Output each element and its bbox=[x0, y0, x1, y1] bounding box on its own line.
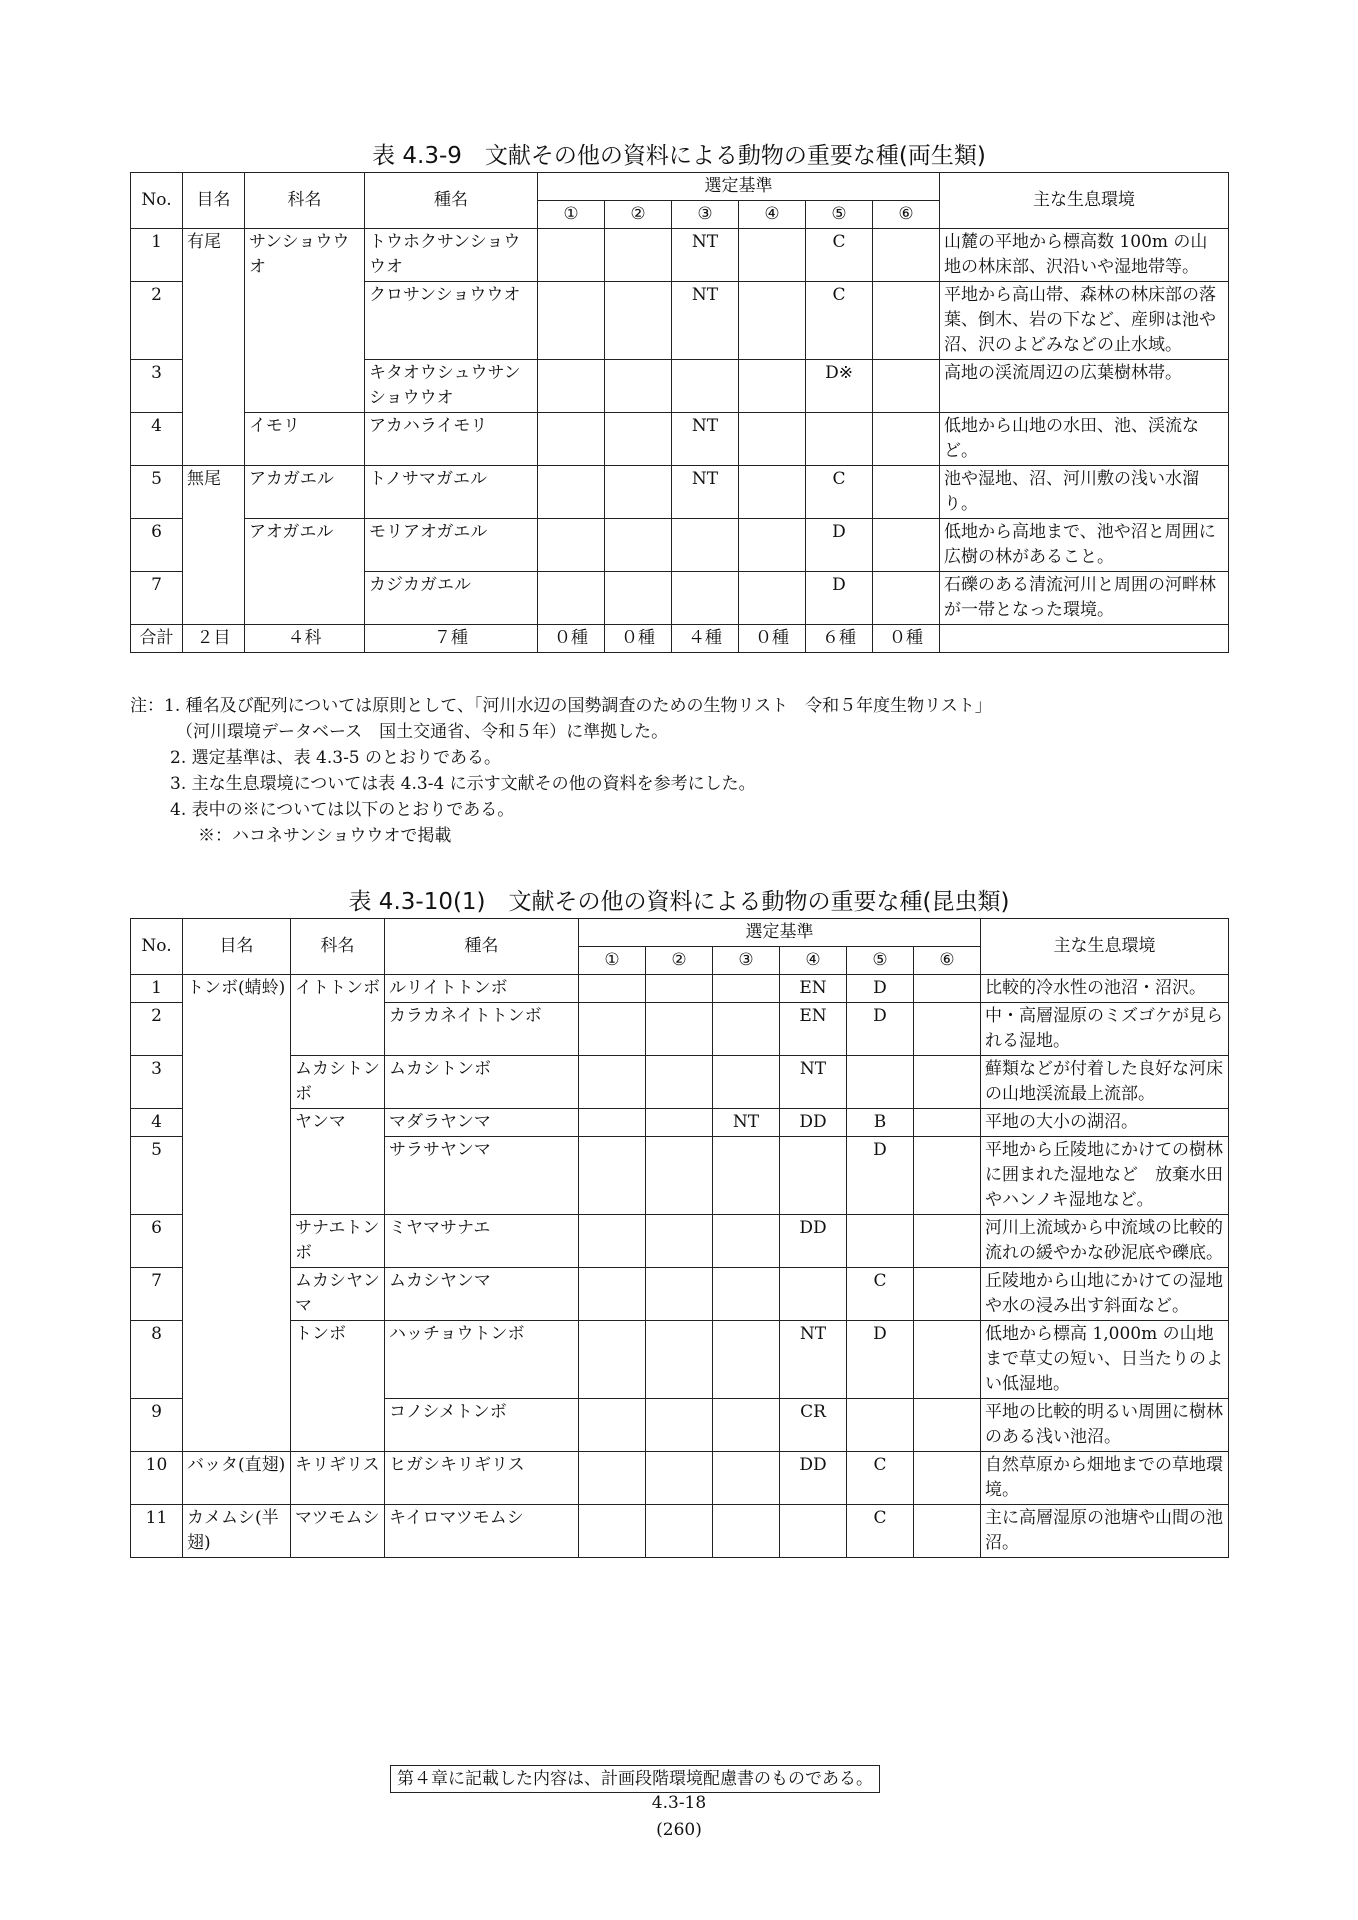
row-criterion-2 bbox=[605, 413, 672, 466]
total-criterion-2: ０種 bbox=[605, 625, 672, 653]
row-order: 無尾 bbox=[183, 466, 245, 519]
row-no: 10 bbox=[131, 1452, 183, 1505]
total-row bbox=[131, 625, 1229, 653]
row-no: 6 bbox=[131, 1215, 183, 1268]
header-habitat: 主な生息環境 bbox=[940, 173, 1229, 229]
row-order: カメムシ(半翅) bbox=[183, 1505, 291, 1558]
row-criterion-4 bbox=[739, 360, 806, 413]
header-criterion-1: ① bbox=[579, 947, 646, 975]
row-criterion-5 bbox=[847, 1056, 914, 1109]
header-criterion-5: ⑤ bbox=[847, 947, 914, 975]
row-criterion-3 bbox=[672, 360, 739, 413]
total-label: 合計 bbox=[131, 625, 183, 653]
row-no: 7 bbox=[131, 572, 183, 625]
row-criterion-5: C bbox=[806, 282, 873, 360]
table-row bbox=[131, 282, 1229, 360]
row-criterion-4 bbox=[780, 1505, 847, 1558]
row-no: 1 bbox=[131, 229, 183, 282]
row-criterion-4: NT bbox=[780, 1056, 847, 1109]
row-no: 11 bbox=[131, 1505, 183, 1558]
row-family: サンショウウオ bbox=[245, 229, 365, 282]
row-order bbox=[183, 413, 245, 466]
row-family bbox=[245, 282, 365, 360]
row-habitat: 比較的冷水性の池沼・沼沢。 bbox=[981, 975, 1229, 1003]
header-criterion-6: ⑥ bbox=[873, 201, 940, 229]
row-criterion-6 bbox=[914, 1268, 981, 1321]
row-criterion-5 bbox=[847, 1399, 914, 1452]
header-criterion-1: ① bbox=[538, 201, 605, 229]
row-criterion-6 bbox=[914, 1137, 981, 1215]
row-criterion-6 bbox=[873, 229, 940, 282]
row-criterion-1 bbox=[579, 1215, 646, 1268]
row-criterion-5: D※ bbox=[806, 360, 873, 413]
row-family bbox=[291, 1399, 385, 1452]
row-criterion-4 bbox=[780, 1268, 847, 1321]
table-row bbox=[131, 1505, 1229, 1558]
row-order bbox=[183, 572, 245, 625]
table-row bbox=[131, 466, 1229, 519]
row-criterion-2 bbox=[605, 572, 672, 625]
table-row bbox=[131, 1003, 1229, 1056]
total-species: ７種 bbox=[365, 625, 538, 653]
table-row bbox=[131, 229, 1229, 282]
row-species: サラサヤンマ bbox=[385, 1137, 579, 1215]
row-species: キタオウシュウサンショウウオ bbox=[365, 360, 538, 413]
row-criterion-6 bbox=[873, 282, 940, 360]
row-criterion-6 bbox=[914, 1215, 981, 1268]
row-criterion-5: D bbox=[847, 1003, 914, 1056]
row-habitat: 河川上流域から中流域の比較的流れの緩やかな砂泥底や礫底。 bbox=[981, 1215, 1229, 1268]
row-family: ヤンマ bbox=[291, 1109, 385, 1137]
row-criterion-3: NT bbox=[713, 1109, 780, 1137]
total-criterion-4: ０種 bbox=[739, 625, 806, 653]
header-criterion-2: ② bbox=[605, 201, 672, 229]
row-family: アカガエル bbox=[245, 466, 365, 519]
row-criterion-1 bbox=[538, 466, 605, 519]
row-order bbox=[183, 1215, 291, 1268]
row-criterion-3: NT bbox=[672, 413, 739, 466]
row-species: アカハライモリ bbox=[365, 413, 538, 466]
row-family bbox=[245, 360, 365, 413]
row-habitat: 低地から高地まで、池や沼と周囲に広樹の林があること。 bbox=[940, 519, 1229, 572]
row-habitat: 低地から標高 1,000m の山地まで草丈の短い、日当たりのよい低湿地。 bbox=[981, 1321, 1229, 1399]
row-species: ルリイトトンボ bbox=[385, 975, 579, 1003]
row-criterion-5: D bbox=[847, 1321, 914, 1399]
header-criterion-3: ③ bbox=[713, 947, 780, 975]
row-criterion-6 bbox=[914, 1452, 981, 1505]
row-no: 9 bbox=[131, 1399, 183, 1452]
row-criterion-2 bbox=[605, 466, 672, 519]
row-family bbox=[291, 1137, 385, 1215]
row-criterion-2 bbox=[646, 1003, 713, 1056]
row-criterion-2 bbox=[605, 519, 672, 572]
total-criterion-5: ６種 bbox=[806, 625, 873, 653]
row-criterion-6 bbox=[914, 1321, 981, 1399]
row-habitat: 平地から丘陵地にかけての樹林に囲まれた湿地など 放棄水田やハンノキ湿地など。 bbox=[981, 1137, 1229, 1215]
row-criterion-6 bbox=[873, 572, 940, 625]
header-family: 科名 bbox=[291, 919, 385, 975]
note-1: 注：1. 種名及び配列については原則として、「河川水辺の国勢調査のための生物リスト 令和５年度生物リスト」 bbox=[130, 696, 992, 716]
row-criterion-1 bbox=[538, 572, 605, 625]
header-species: 種名 bbox=[385, 919, 579, 975]
row-criterion-1 bbox=[538, 413, 605, 466]
row-criterion-2 bbox=[646, 1215, 713, 1268]
table-row bbox=[131, 1452, 1229, 1505]
row-criterion-4: DD bbox=[780, 1452, 847, 1505]
row-criterion-5: C bbox=[847, 1268, 914, 1321]
header-criteria: 選定基準 bbox=[579, 919, 981, 947]
row-no: 1 bbox=[131, 975, 183, 1003]
header-no: No. bbox=[131, 173, 183, 229]
row-family: キリギリス bbox=[291, 1452, 385, 1505]
row-species: カジカガエル bbox=[365, 572, 538, 625]
row-criterion-6 bbox=[914, 1056, 981, 1109]
row-criterion-5 bbox=[847, 1215, 914, 1268]
table-row bbox=[131, 413, 1229, 466]
row-criterion-1 bbox=[579, 1056, 646, 1109]
row-criterion-2 bbox=[605, 282, 672, 360]
row-family: マツモムシ bbox=[291, 1505, 385, 1558]
note-3: 3. 主な生息環境については表 4.3-4 に示す文献その他の資料を参考にした。 bbox=[170, 774, 756, 794]
row-species: ハッチョウトンボ bbox=[385, 1321, 579, 1399]
row-habitat: 平地から高山帯、森林の林床部の落葉、倒木、岩の下など、産卵は池や沼、沢のよどみなどの止水域。 bbox=[940, 282, 1229, 360]
row-criterion-3 bbox=[713, 1399, 780, 1452]
row-criterion-5: C bbox=[847, 1505, 914, 1558]
row-order bbox=[183, 1056, 291, 1109]
row-order: 有尾 bbox=[183, 229, 245, 282]
row-criterion-5: C bbox=[847, 1452, 914, 1505]
row-criterion-3 bbox=[713, 1003, 780, 1056]
table-row bbox=[131, 1268, 1229, 1321]
row-criterion-1 bbox=[538, 360, 605, 413]
row-criterion-6 bbox=[873, 360, 940, 413]
total-criterion-3: ４種 bbox=[672, 625, 739, 653]
row-order bbox=[183, 1268, 291, 1321]
header-species: 種名 bbox=[365, 173, 538, 229]
row-habitat: 自然草原から畑地までの草地環境。 bbox=[981, 1452, 1229, 1505]
row-criterion-2 bbox=[605, 229, 672, 282]
row-criterion-4: EN bbox=[780, 1003, 847, 1056]
header-criterion-6: ⑥ bbox=[914, 947, 981, 975]
table-row bbox=[131, 1056, 1229, 1109]
row-species: マダラヤンマ bbox=[385, 1109, 579, 1137]
row-criterion-1 bbox=[538, 519, 605, 572]
header-criterion-4: ④ bbox=[739, 201, 806, 229]
header-criterion-3: ③ bbox=[672, 201, 739, 229]
row-species: モリアオガエル bbox=[365, 519, 538, 572]
row-no: 4 bbox=[131, 1109, 183, 1137]
row-criterion-2 bbox=[646, 1321, 713, 1399]
row-criterion-2 bbox=[646, 1452, 713, 1505]
row-criterion-5 bbox=[806, 413, 873, 466]
row-habitat: 高地の渓流周辺の広葉樹林帯。 bbox=[940, 360, 1229, 413]
row-criterion-3 bbox=[713, 1452, 780, 1505]
table-row bbox=[131, 519, 1229, 572]
row-criterion-1 bbox=[579, 1003, 646, 1056]
row-criterion-2 bbox=[646, 975, 713, 1003]
row-no: 8 bbox=[131, 1321, 183, 1399]
row-criterion-3: NT bbox=[672, 282, 739, 360]
row-criterion-3 bbox=[713, 1321, 780, 1399]
row-family: トンボ bbox=[291, 1321, 385, 1399]
row-species: ムカシヤンマ bbox=[385, 1268, 579, 1321]
row-habitat: 蘚類などが付着した良好な河床の山地渓流最上流部。 bbox=[981, 1056, 1229, 1109]
header-criterion-2: ② bbox=[646, 947, 713, 975]
footer-note: 第４章に記載した内容は、計画段階環境配慮書のものである。 bbox=[390, 1765, 880, 1793]
row-order bbox=[183, 1399, 291, 1452]
row-criterion-5: D bbox=[847, 975, 914, 1003]
table-row bbox=[131, 1321, 1229, 1399]
table-row bbox=[131, 1399, 1229, 1452]
row-criterion-4: DD bbox=[780, 1109, 847, 1137]
note-4-detail: ※：ハコネサンショウウオで掲載 bbox=[198, 826, 452, 846]
row-criterion-3 bbox=[713, 1056, 780, 1109]
row-no: 2 bbox=[131, 1003, 183, 1056]
total-habitat bbox=[940, 625, 1229, 653]
page-total: (260) bbox=[656, 1820, 702, 1840]
row-criterion-6 bbox=[914, 1505, 981, 1558]
total-order: ２目 bbox=[183, 625, 245, 653]
row-criterion-5: D bbox=[806, 572, 873, 625]
header-order: 目名 bbox=[183, 173, 245, 229]
row-criterion-3: NT bbox=[672, 466, 739, 519]
notes bbox=[130, 693, 992, 849]
row-species: ヒガシキリギリス bbox=[385, 1452, 579, 1505]
row-order bbox=[183, 360, 245, 413]
row-criterion-4 bbox=[780, 1137, 847, 1215]
note-1-cont: （河川環境データベース 国土交通省、令和５年）に準拠した。 bbox=[176, 722, 669, 742]
row-species: ミヤマサナエ bbox=[385, 1215, 579, 1268]
row-criterion-1 bbox=[579, 975, 646, 1003]
header-criterion-4: ④ bbox=[780, 947, 847, 975]
table-row bbox=[131, 360, 1229, 413]
row-criterion-1 bbox=[579, 1268, 646, 1321]
row-no: 3 bbox=[131, 360, 183, 413]
table2-title: 表 4.3-10(1) 文献その他の資料による動物の重要な種(昆虫類) bbox=[348, 889, 1010, 915]
row-criterion-3: NT bbox=[672, 229, 739, 282]
row-criterion-2 bbox=[646, 1056, 713, 1109]
row-criterion-3 bbox=[672, 572, 739, 625]
row-criterion-4 bbox=[739, 572, 806, 625]
row-family: イモリ bbox=[245, 413, 365, 466]
row-criterion-5: C bbox=[806, 466, 873, 519]
insect-table bbox=[130, 918, 1229, 1558]
row-no: 7 bbox=[131, 1268, 183, 1321]
row-criterion-6 bbox=[914, 1399, 981, 1452]
row-order bbox=[183, 1109, 291, 1137]
row-criterion-2 bbox=[646, 1137, 713, 1215]
row-species: カラカネイトトンボ bbox=[385, 1003, 579, 1056]
row-criterion-3 bbox=[713, 1268, 780, 1321]
row-family bbox=[245, 572, 365, 625]
row-habitat: 丘陵地から山地にかけての湿地や水の浸み出す斜面など。 bbox=[981, 1268, 1229, 1321]
row-order bbox=[183, 519, 245, 572]
row-no: 5 bbox=[131, 1137, 183, 1215]
row-order bbox=[183, 1137, 291, 1215]
amphibian-table bbox=[130, 172, 1229, 653]
header-habitat: 主な生息環境 bbox=[981, 919, 1229, 975]
row-habitat: 中・高層湿原のミズゴケが見られる湿地。 bbox=[981, 1003, 1229, 1056]
row-no: 3 bbox=[131, 1056, 183, 1109]
row-criterion-2 bbox=[646, 1505, 713, 1558]
row-criterion-6 bbox=[873, 519, 940, 572]
table-row bbox=[131, 1215, 1229, 1268]
note-2: 2. 選定基準は、表 4.3-5 のとおりである。 bbox=[170, 748, 502, 768]
row-criterion-4: EN bbox=[780, 975, 847, 1003]
total-criterion-1: ０種 bbox=[538, 625, 605, 653]
row-family: サナエトンボ bbox=[291, 1215, 385, 1268]
row-family: イトトンボ bbox=[291, 975, 385, 1003]
row-habitat: 主に高層湿原の池塘や山間の池沼。 bbox=[981, 1505, 1229, 1558]
row-species: クロサンショウウオ bbox=[365, 282, 538, 360]
row-criterion-1 bbox=[579, 1109, 646, 1137]
header-order: 目名 bbox=[183, 919, 291, 975]
row-criterion-1 bbox=[538, 282, 605, 360]
row-criterion-1 bbox=[579, 1321, 646, 1399]
row-criterion-3 bbox=[672, 519, 739, 572]
row-criterion-4 bbox=[739, 519, 806, 572]
row-order bbox=[183, 1003, 291, 1056]
row-habitat: 低地から山地の水田、池、渓流など。 bbox=[940, 413, 1229, 466]
row-species: コノシメトンボ bbox=[385, 1399, 579, 1452]
header-criterion-5: ⑤ bbox=[806, 201, 873, 229]
row-no: 6 bbox=[131, 519, 183, 572]
row-habitat: 山麓の平地から標高数 100m の山地の林床部、沢沿いや湿地帯等。 bbox=[940, 229, 1229, 282]
table-row bbox=[131, 975, 1229, 1003]
row-criterion-6 bbox=[914, 1109, 981, 1137]
row-species: トノサマガエル bbox=[365, 466, 538, 519]
row-habitat: 石礫のある清流河川と周囲の河畔林が一帯となった環境。 bbox=[940, 572, 1229, 625]
row-criterion-1 bbox=[538, 229, 605, 282]
row-order: バッタ(直翅) bbox=[183, 1452, 291, 1505]
row-family: ムカシトンボ bbox=[291, 1056, 385, 1109]
header-family: 科名 bbox=[245, 173, 365, 229]
row-criterion-4: CR bbox=[780, 1399, 847, 1452]
row-criterion-1 bbox=[579, 1399, 646, 1452]
note-4: 4. 表中の※については以下のとおりである。 bbox=[170, 800, 515, 820]
row-criterion-4: NT bbox=[780, 1321, 847, 1399]
row-no: 2 bbox=[131, 282, 183, 360]
row-criterion-5: C bbox=[806, 229, 873, 282]
total-criterion-6: ０種 bbox=[873, 625, 940, 653]
row-criterion-3 bbox=[713, 975, 780, 1003]
row-criterion-4 bbox=[739, 413, 806, 466]
row-criterion-4 bbox=[739, 282, 806, 360]
row-criterion-4 bbox=[739, 466, 806, 519]
row-criterion-5: D bbox=[806, 519, 873, 572]
row-criterion-4: DD bbox=[780, 1215, 847, 1268]
row-family bbox=[291, 1003, 385, 1056]
row-criterion-1 bbox=[579, 1452, 646, 1505]
row-no: 5 bbox=[131, 466, 183, 519]
row-family: ムカシヤンマ bbox=[291, 1268, 385, 1321]
table-row bbox=[131, 572, 1229, 625]
row-criterion-2 bbox=[605, 360, 672, 413]
page-number: 4.3-18 bbox=[651, 1793, 707, 1813]
row-species: トウホクサンショウウオ bbox=[365, 229, 538, 282]
row-criterion-2 bbox=[646, 1109, 713, 1137]
row-criterion-3 bbox=[713, 1215, 780, 1268]
row-species: ムカシトンボ bbox=[385, 1056, 579, 1109]
row-criterion-2 bbox=[646, 1399, 713, 1452]
row-criterion-6 bbox=[914, 1003, 981, 1056]
row-criterion-1 bbox=[579, 1137, 646, 1215]
row-order: トンボ(蜻蛉) bbox=[183, 975, 291, 1003]
row-criterion-1 bbox=[579, 1505, 646, 1558]
header-no: No. bbox=[131, 919, 183, 975]
row-criterion-6 bbox=[914, 975, 981, 1003]
row-order bbox=[183, 282, 245, 360]
row-habitat: 平地の比較的明るい周囲に樹林のある浅い池沼。 bbox=[981, 1399, 1229, 1452]
row-criterion-5: D bbox=[847, 1137, 914, 1215]
row-criterion-6 bbox=[873, 466, 940, 519]
row-criterion-5: B bbox=[847, 1109, 914, 1137]
row-criterion-2 bbox=[646, 1268, 713, 1321]
row-criterion-4 bbox=[739, 229, 806, 282]
row-habitat: 平地の大小の湖沼。 bbox=[981, 1109, 1229, 1137]
row-order bbox=[183, 1321, 291, 1399]
row-species: キイロマツモムシ bbox=[385, 1505, 579, 1558]
table1-title: 表 4.3-9 文献その他の資料による動物の重要な種(両生類) bbox=[372, 143, 986, 169]
row-criterion-3 bbox=[713, 1137, 780, 1215]
row-criterion-6 bbox=[873, 413, 940, 466]
row-criterion-3 bbox=[713, 1505, 780, 1558]
total-family: ４科 bbox=[245, 625, 365, 653]
table-row bbox=[131, 1137, 1229, 1215]
row-family: アオガエル bbox=[245, 519, 365, 572]
table-row bbox=[131, 1109, 1229, 1137]
header-criteria: 選定基準 bbox=[538, 173, 940, 201]
row-habitat: 池や湿地、沼、河川敷の浅い水溜り。 bbox=[940, 466, 1229, 519]
row-no: 4 bbox=[131, 413, 183, 466]
